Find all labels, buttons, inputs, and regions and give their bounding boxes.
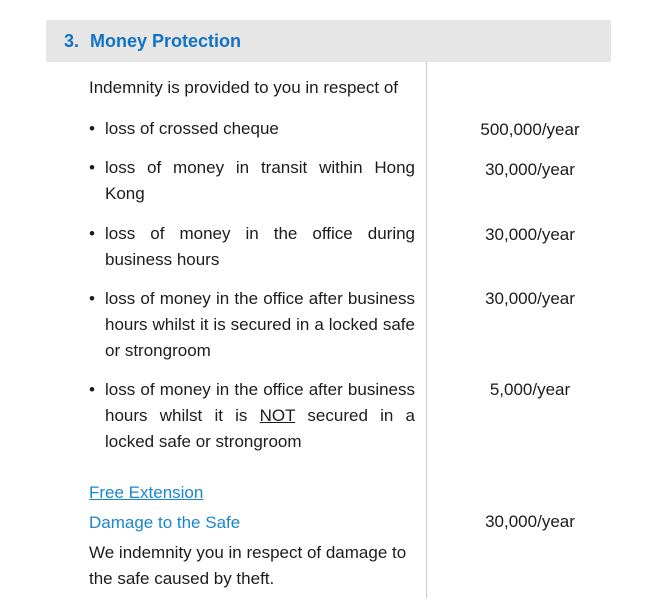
- section-header: [46, 20, 611, 62]
- damage-to-safe-heading: Damage to the Safe: [89, 513, 241, 532]
- coverage-item: [89, 221, 415, 273]
- coverage-item-text: loss of money in the office after business hours whilst it is secured in a locked safe or strongroom: [105, 289, 415, 360]
- coverage-item-amount: 500,000/year: [480, 120, 580, 139]
- bullet-icon: •: [89, 224, 95, 243]
- damage-to-safe-description: We indemnity you in respect of damage to the safe caused by theft.: [89, 543, 407, 588]
- coverage-item-text: loss of money in the office during business hours: [105, 224, 415, 269]
- coverage-item-amount: 30,000/year: [485, 160, 575, 179]
- coverage-item-amount: 5,000/year: [489, 380, 571, 399]
- bullet-icon: •: [89, 380, 95, 399]
- coverage-item: [89, 377, 415, 455]
- coverage-item-text: loss of money in transit within Hong Kong: [105, 158, 415, 203]
- section-title: [64, 20, 241, 62]
- free-extension-link[interactable]: Free Extension: [89, 483, 204, 502]
- section-number: 3.: [64, 31, 80, 51]
- section-title-text: Money Protection: [90, 31, 242, 51]
- bullet-icon: •: [89, 158, 95, 177]
- emphasis-not: NOT: [259, 406, 296, 425]
- coverage-item: [89, 116, 415, 142]
- coverage-item-amount: 30,000/year: [485, 289, 575, 308]
- bullet-icon: •: [89, 289, 95, 308]
- coverage-item: [89, 155, 415, 207]
- coverage-item-text: [105, 377, 415, 455]
- coverage-item-text-after: secured in a locked safe or strongroom: [105, 406, 416, 451]
- coverage-item-amount: 30,000/year: [485, 225, 575, 244]
- intro-text: Indemnity is provided to you in respect of: [89, 78, 398, 97]
- coverage-item-text-before: loss of money in the office after business hours whilst it is: [105, 380, 415, 425]
- coverage-item: [89, 286, 415, 364]
- damage-to-safe-amount: 30,000/year: [485, 512, 575, 531]
- bullet-icon: •: [89, 119, 95, 138]
- coverage-item-text: loss of crossed cheque: [105, 119, 279, 138]
- column-divider: [426, 62, 427, 598]
